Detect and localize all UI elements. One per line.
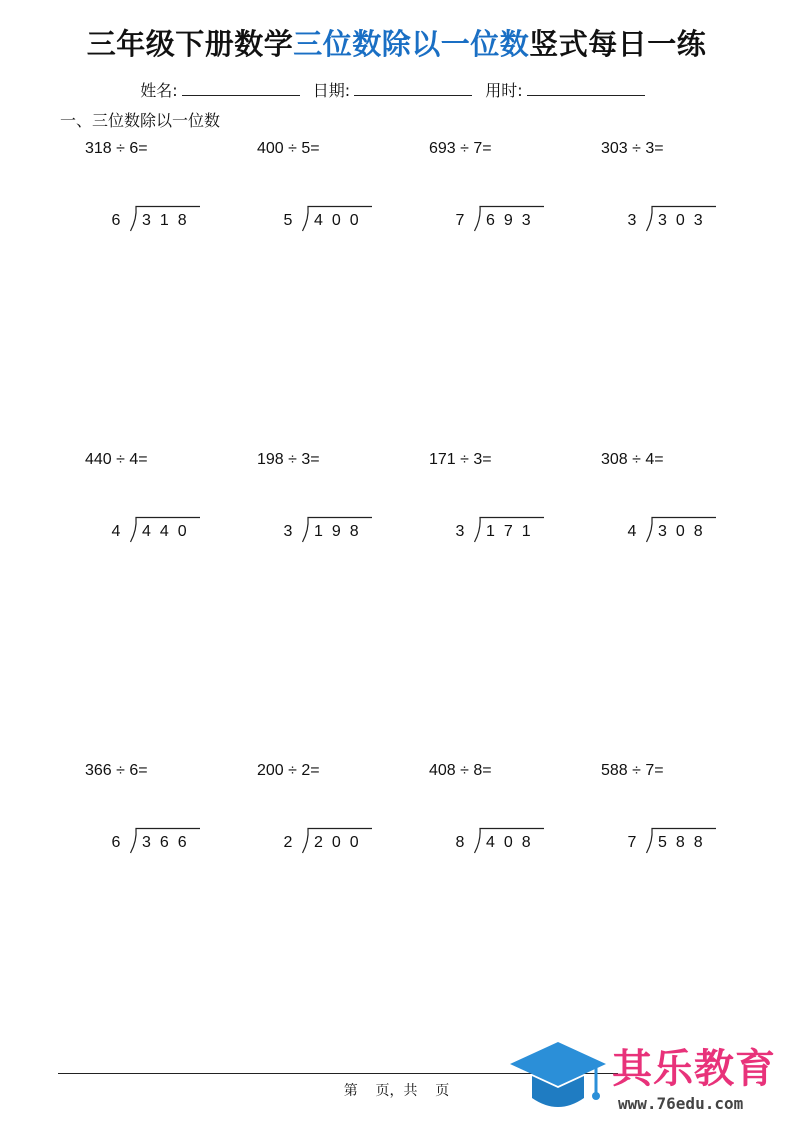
problem-item <box>429 450 599 560</box>
dividend: 318 <box>142 212 196 229</box>
divisor: 6 <box>111 212 121 229</box>
problem-item <box>601 139 771 249</box>
problem-item <box>85 139 255 249</box>
section-heading: 一、三位数除以一位数 <box>60 111 221 130</box>
title-part-1: 三年级下册数学 <box>86 27 294 61</box>
problem-item <box>85 450 255 560</box>
problem-expression: 318 ÷ 6= <box>85 140 148 157</box>
problem-expression: 171 ÷ 3= <box>429 451 492 468</box>
dividend: 588 <box>658 834 712 851</box>
dividend: 408 <box>486 834 540 851</box>
problem-expression: 440 ÷ 4= <box>85 451 148 468</box>
long-division-frame[interactable] <box>109 514 255 544</box>
time-label: 用时: <box>485 81 523 100</box>
long-division-frame[interactable] <box>109 825 255 855</box>
divisor: 3 <box>455 523 465 540</box>
problem-item <box>601 761 771 871</box>
long-division-frame[interactable] <box>281 825 427 855</box>
long-division-frame[interactable] <box>625 203 771 233</box>
page-number-text: 第 页，共 页 <box>343 1083 450 1099</box>
dividend: 440 <box>142 523 196 540</box>
divisor: 8 <box>455 834 465 851</box>
problem-expression: 303 ÷ 3= <box>601 140 664 157</box>
problem-expression: 588 ÷ 7= <box>601 762 664 779</box>
problem-item <box>257 139 427 249</box>
problem-expression: 308 ÷ 4= <box>601 451 664 468</box>
dividend: 198 <box>314 523 368 540</box>
long-division-frame[interactable] <box>453 514 599 544</box>
dividend: 200 <box>314 834 368 851</box>
problem-expression: 400 ÷ 5= <box>257 140 320 157</box>
graduation-cap-icon <box>508 1036 608 1120</box>
divisor: 4 <box>111 523 121 540</box>
brand-logo <box>508 1036 788 1120</box>
dividend: 308 <box>658 523 712 540</box>
problem-item <box>257 450 427 560</box>
problem-expression: 693 ÷ 7= <box>429 140 492 157</box>
dividend: 303 <box>658 212 712 229</box>
problem-expression: 408 ÷ 8= <box>429 762 492 779</box>
problem-item <box>429 761 599 871</box>
problem-expression: 200 ÷ 2= <box>257 762 320 779</box>
dividend: 693 <box>486 212 540 229</box>
divisor: 5 <box>283 212 293 229</box>
dividend: 366 <box>142 834 196 851</box>
problem-item <box>601 450 771 560</box>
long-division-frame[interactable] <box>625 514 771 544</box>
long-division-frame[interactable] <box>625 825 771 855</box>
divisor: 3 <box>627 212 637 229</box>
dividend: 171 <box>486 523 540 540</box>
long-division-frame[interactable] <box>453 825 599 855</box>
brand-url[interactable]: www.76edu.com <box>618 1094 744 1113</box>
divisor: 7 <box>455 212 465 229</box>
divisor: 4 <box>627 523 637 540</box>
title-part-3: 竖式每日一练 <box>529 27 707 61</box>
long-division-frame[interactable] <box>109 203 255 233</box>
date-label: 日期: <box>312 81 351 100</box>
problem-item <box>257 761 427 871</box>
problem-item <box>85 761 255 871</box>
problem-expression: 198 ÷ 3= <box>257 451 320 468</box>
long-division-frame[interactable] <box>453 203 599 233</box>
brand-name: 其乐教育 <box>612 1046 776 1092</box>
name-label: 姓名: <box>140 81 178 100</box>
divisor: 6 <box>111 834 121 851</box>
problem-expression: 366 ÷ 6= <box>85 762 148 779</box>
dividend: 400 <box>314 212 368 229</box>
title-part-2-highlight: 三位数除以一位数 <box>293 27 530 61</box>
long-division-frame[interactable] <box>281 514 427 544</box>
divisor: 2 <box>283 834 293 851</box>
divisor: 7 <box>627 834 637 851</box>
long-division-frame[interactable] <box>281 203 427 233</box>
divisor: 3 <box>283 523 293 540</box>
problem-item <box>429 139 599 249</box>
